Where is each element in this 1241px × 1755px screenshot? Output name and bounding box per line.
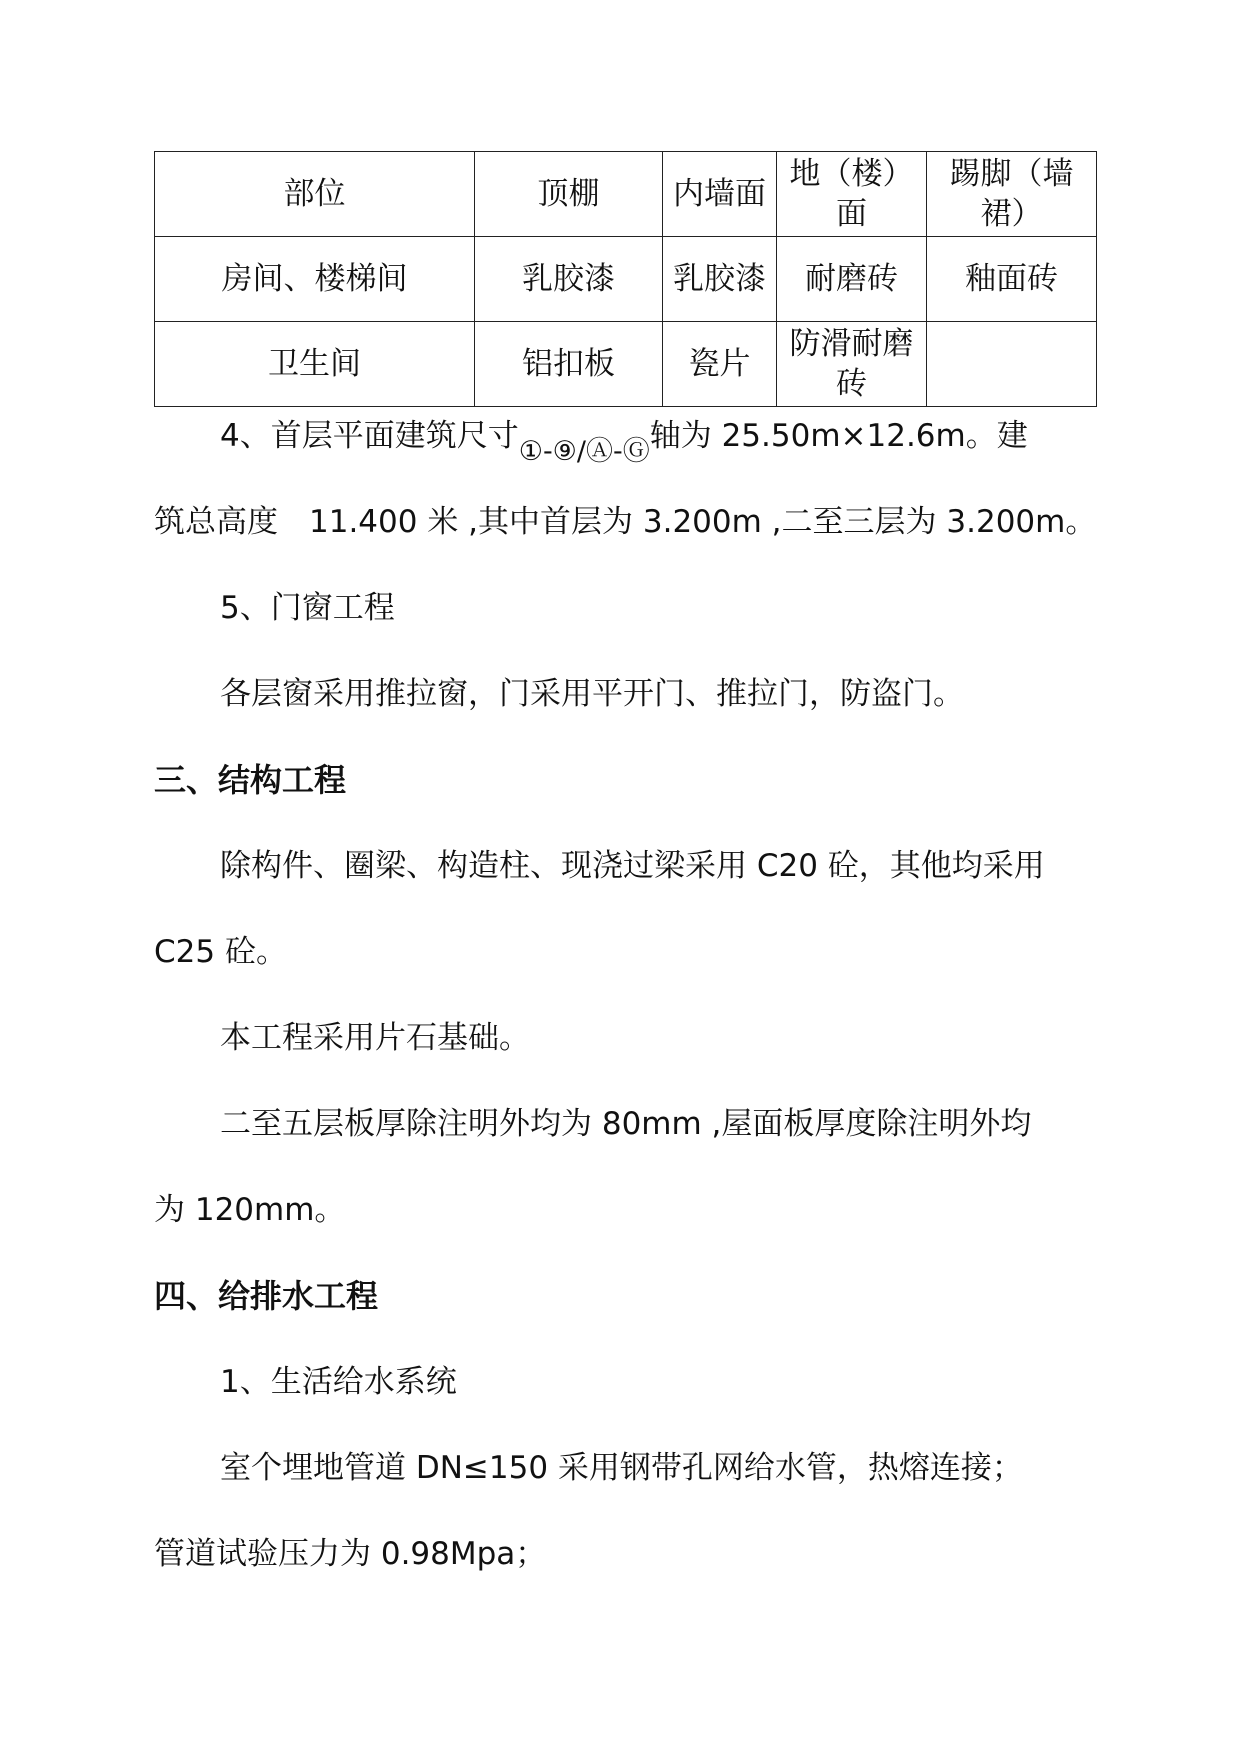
table-cell: 铝扣板 (475, 322, 663, 407)
paragraph-building-dimensions (220, 416, 1028, 467)
table-cell: 乳胶漆 (663, 237, 777, 322)
section-heading: 四、给排水工程 (154, 1277, 379, 1315)
paragraph-line: 除构件、圈梁、构造柱、现浇过梁采用 C20 砼，其他均采用 (220, 848, 1045, 884)
paragraph-line: 室个埋地管道 DN≤150 采用钢带孔网给水管，热熔连接； (220, 1450, 1023, 1486)
table-cell: 顶棚 (475, 152, 663, 237)
paragraph-line: C25 砼。 (154, 934, 287, 970)
paragraph-line: 各层窗采用推拉窗，门采用平开门、推拉门，防盗门。 (220, 676, 964, 712)
table-row (155, 237, 1097, 322)
table-cell: 地（楼）面 (777, 152, 927, 237)
table-header-row (155, 152, 1097, 237)
table-cell: 内墙面 (663, 152, 777, 237)
table-cell: 卫生间 (155, 322, 475, 407)
table-cell: 踢脚（墙裙） (927, 152, 1097, 237)
paragraph-line: 二至五层板厚除注明外均为 80mm ,屋面板厚度除注明外均 (220, 1106, 1032, 1142)
section-heading: 三、结构工程 (154, 761, 347, 799)
paragraph-line: 管道试验压力为 0.98Mpa； (154, 1536, 547, 1572)
subsection-title: 1、生活给水系统 (220, 1364, 457, 1400)
table-cell: 耐磨砖 (777, 237, 927, 322)
table-cell: 房间、楼梯间 (155, 237, 475, 322)
axis-range: ①-⑨/Ⓐ-Ⓖ (518, 436, 650, 467)
table-row (155, 322, 1097, 407)
finish-schedule-table (154, 151, 1097, 407)
table-cell (927, 322, 1097, 407)
table-cell: 釉面砖 (927, 237, 1097, 322)
text-run: 轴为 25.50m×12.6m。建 (649, 418, 1028, 454)
subsection-title: 5、门窗工程 (220, 590, 395, 626)
text-run: 4、首层平面建筑尺寸 (220, 418, 519, 454)
paragraph-line: 筑总高度 11.400 米 ,其中首层为 3.200m ,二至三层为 3.200m。 (154, 504, 1097, 540)
table-cell: 瓷片 (663, 322, 777, 407)
table-cell: 乳胶漆 (475, 237, 663, 322)
paragraph-line: 为 120mm。 (154, 1192, 346, 1228)
table-cell: 防滑耐磨砖 (777, 322, 927, 407)
table-cell: 部位 (155, 152, 475, 237)
paragraph-line: 本工程采用片石基础。 (220, 1020, 530, 1056)
